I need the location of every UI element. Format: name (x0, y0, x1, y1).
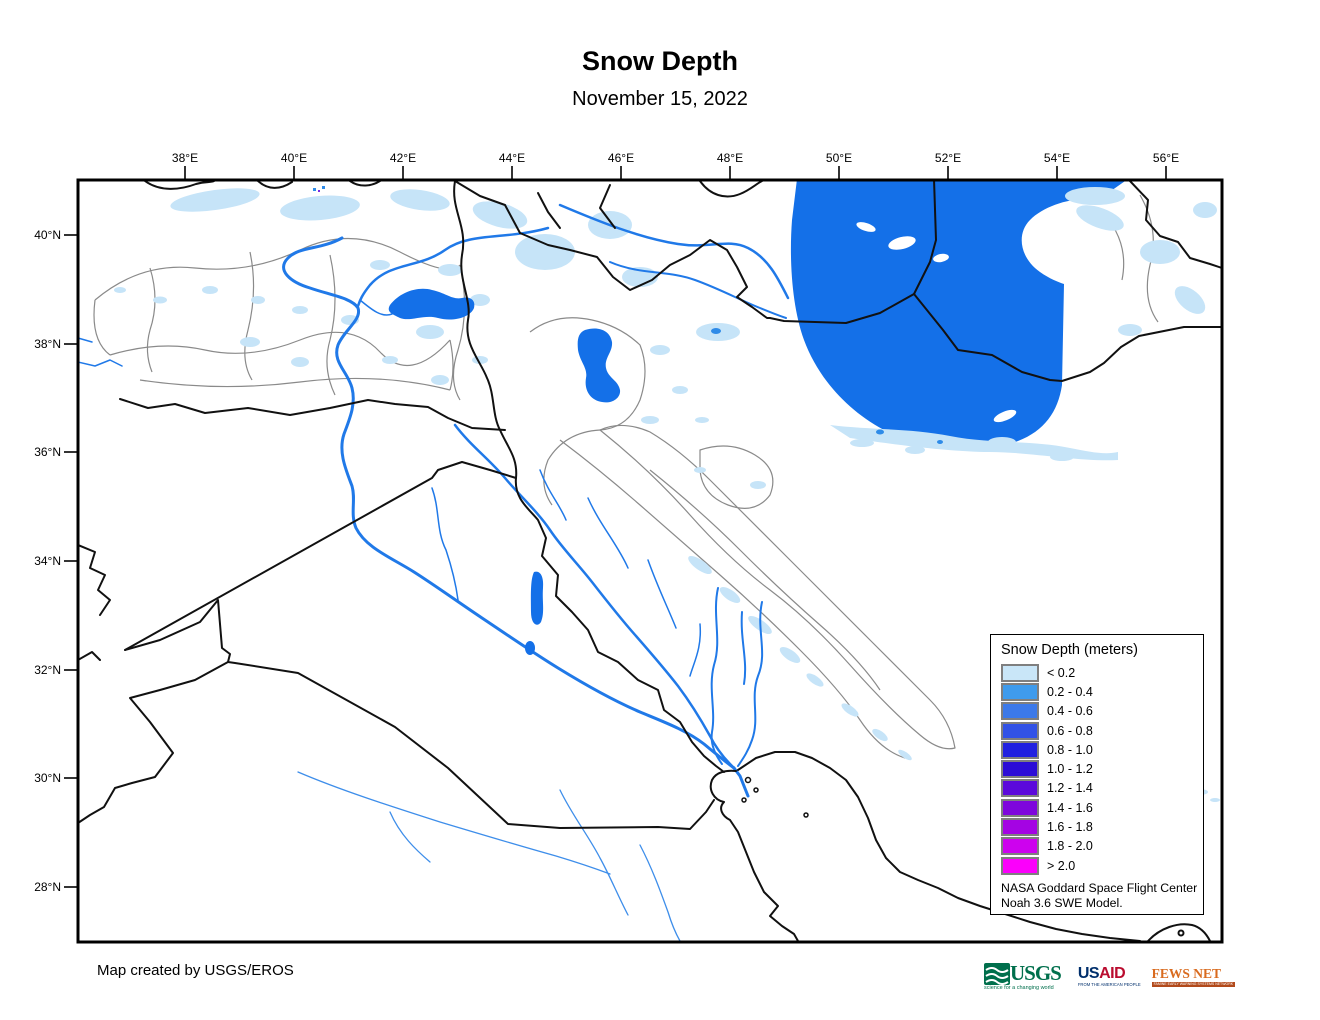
legend-swatch (1001, 741, 1039, 759)
left-axis-ticks (64, 235, 78, 887)
legend-row: 0.8 - 1.0 (1001, 740, 1203, 759)
legend-row: 1.2 - 1.4 (1001, 779, 1203, 798)
legend-note: NASA Goddard Space Flight Center Noah 3.6 SWE Model. (1001, 881, 1198, 911)
lake-tharthar (531, 572, 543, 625)
legend-row: 0.4 - 0.6 (1001, 702, 1203, 721)
legend-title: Snow Depth (meters) (1001, 642, 1138, 658)
legend-swatch (1001, 799, 1039, 817)
partner-logos (984, 956, 1234, 998)
map-attribution: Map created by USGS/EROS (97, 962, 294, 979)
svg-text:42°E: 42°E (389, 151, 417, 165)
svg-text:48°E: 48°E (716, 151, 744, 165)
svg-text:52°E: 52°E (934, 151, 962, 165)
svg-text:32°N: 32°N (34, 663, 61, 677)
svg-text:28°N: 28°N (34, 880, 61, 894)
page-title: Snow Depth (582, 46, 738, 76)
legend-swatch (1001, 779, 1039, 797)
usgs-wave-icon (984, 963, 1010, 985)
legend-row: 1.8 - 2.0 (1001, 837, 1203, 856)
svg-text:44°E: 44°E (498, 151, 526, 165)
legend-row: < 0.2 (1001, 663, 1203, 682)
legend-swatch (1001, 722, 1039, 740)
svg-text:40°E: 40°E (280, 151, 308, 165)
legend-swatch (1001, 857, 1039, 875)
legend-swatch (1001, 702, 1039, 720)
svg-text:56°E: 56°E (1152, 151, 1180, 165)
legend-swatch (1001, 760, 1039, 778)
legend-row: 1.0 - 1.2 (1001, 759, 1203, 778)
top-axis-labels (172, 151, 1179, 165)
svg-text:54°E: 54°E (1043, 151, 1071, 165)
legend-row: 0.2 - 0.4 (1001, 682, 1203, 701)
legend-row: 1.6 - 1.8 (1001, 817, 1203, 836)
svg-text:40°N: 40°N (34, 228, 61, 242)
left-axis-labels (34, 228, 61, 894)
legend-swatch (1001, 683, 1039, 701)
svg-text:38°N: 38°N (34, 337, 61, 351)
svg-text:46°E: 46°E (607, 151, 635, 165)
top-axis-ticks (185, 166, 1166, 179)
legend-row: 0.6 - 0.8 (1001, 721, 1203, 740)
legend-row: 1.4 - 1.6 (1001, 798, 1203, 817)
svg-text:36°N: 36°N (34, 445, 61, 459)
svg-text:30°N: 30°N (34, 771, 61, 785)
page-subtitle: November 15, 2022 (572, 88, 748, 110)
legend-swatch (1001, 818, 1039, 836)
legend-swatch (1001, 664, 1039, 682)
usgs-logo: USGS science for a changing world (984, 961, 1061, 991)
usaid-logo: USAID FROM THE AMERICAN PEOPLE (1077, 965, 1141, 988)
svg-text:34°N: 34°N (34, 554, 61, 568)
legend (990, 634, 1204, 915)
legend-swatch (1001, 837, 1039, 855)
svg-text:38°E: 38°E (171, 151, 199, 165)
fewsnet-logo: FEWS NET FAMINE EARLY WARNING SYSTEMS NETWORK (1151, 966, 1234, 986)
legend-row: > 2.0 (1001, 856, 1203, 875)
svg-text:50°E: 50°E (825, 151, 853, 165)
